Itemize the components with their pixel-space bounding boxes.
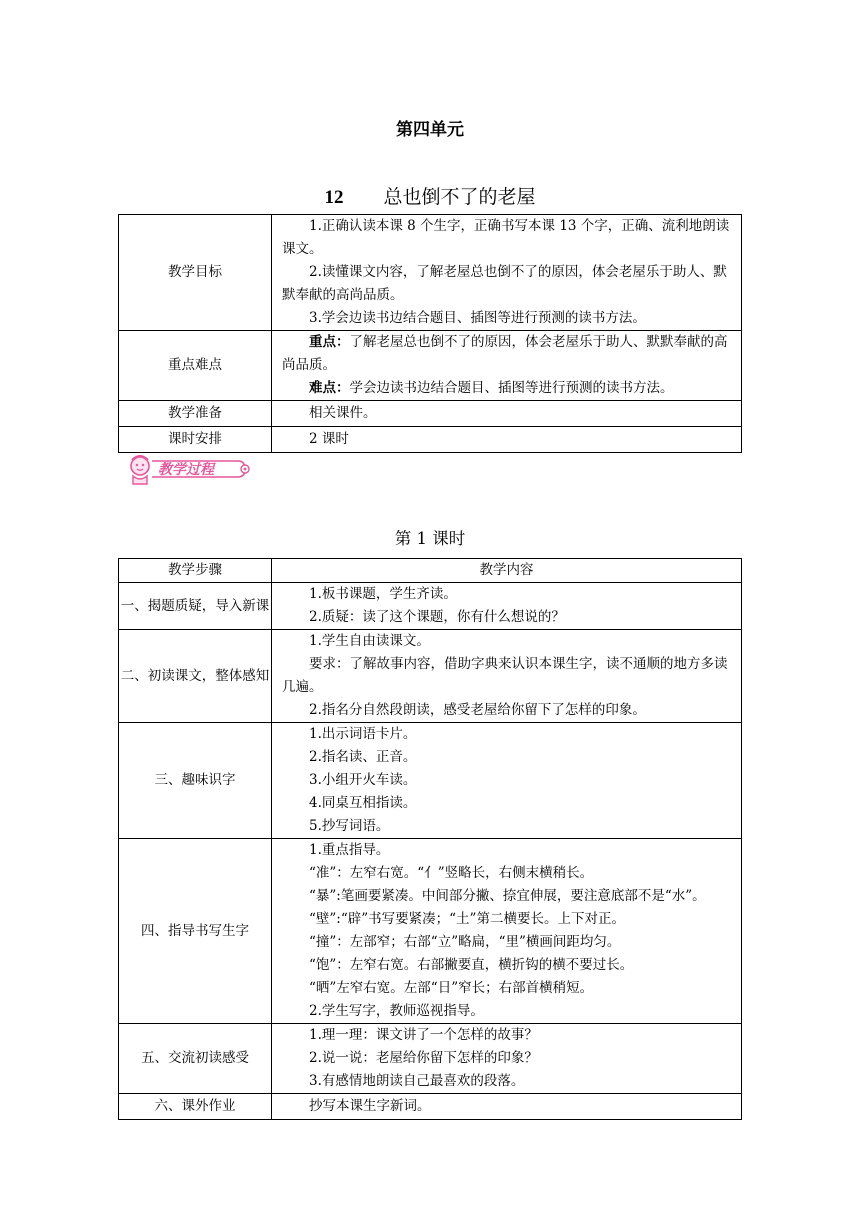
step-line: “饱”：左窄右宽。右部撇要直，横折钩的横不要过长。 (309, 957, 634, 973)
goal-item: 3.学会边读书边结合题目、插图等进行预测的读书方法。 (309, 310, 646, 326)
lesson-name: 总也倒不了的老屋 (383, 186, 536, 208)
col-content-header: 教学内容 (272, 559, 742, 583)
step-line: 2.指名读、正音。 (309, 749, 417, 765)
process-row (119, 630, 742, 723)
prep-row (119, 401, 742, 427)
step-line: 4.同桌互相指读。 (309, 795, 417, 811)
badge-text: 教学过程 (158, 462, 214, 478)
goals-row (119, 215, 742, 331)
process-row (119, 839, 742, 1024)
step-label: 六、课外作业 (119, 1094, 272, 1120)
step-line: 3.小组开火车读。 (309, 772, 417, 788)
key-content (272, 331, 742, 401)
key-label: 重点难点 (119, 331, 272, 401)
lesson-title (0, 182, 860, 209)
schedule-label: 课时安排 (119, 427, 272, 453)
key-row (119, 331, 742, 401)
step-label: 三、趣味识字 (119, 723, 272, 839)
step-line: “壁”:“辟”书写要紧凑；“土”第二横要长。上下对正。 (309, 911, 625, 927)
step-line: “准”：左窄右宽。“亻”竖略长，右侧末横稍长。 (309, 865, 594, 881)
process-table (118, 558, 742, 1120)
goals-label: 教学目标 (119, 215, 272, 331)
step-line: 1.板书课题，学生齐读。 (309, 586, 457, 602)
step-label: 五、交流初读感受 (119, 1024, 272, 1094)
goal-item: 2.读懂课文内容，了解老屋总也倒不了的原因，体会老屋乐于助人、默默奉献的高尚品质。 (282, 264, 727, 303)
difficulty (282, 377, 733, 400)
difficulty-tag: 难点： (309, 380, 350, 396)
step-line: 1.出示词语卡片。 (309, 726, 417, 742)
step-line: 1.理一理：课文讲了一个怎样的故事？ (309, 1027, 538, 1043)
lesson-number: 12 (324, 187, 344, 208)
period-title: 第 1 课时 (394, 529, 466, 548)
process-row (119, 723, 742, 839)
step-line: 2.指名分自然段朗读，感受老屋给你留下了怎样的印象。 (309, 702, 646, 718)
key-point-tag: 重点： (309, 334, 350, 350)
col-step-header: 教学步骤 (119, 559, 272, 583)
step-line: 要求：了解故事内容，借助字典来认识本课生字，读不通顺的地方多读几遍。 (282, 656, 728, 695)
process-header-row (119, 559, 742, 583)
step-line: “暴”:笔画要紧凑。中间部分撇、捺宜伸展，要注意底部不是“水”。 (309, 888, 706, 904)
process-row (119, 1094, 742, 1120)
unit-title: 第四单元 (396, 120, 464, 140)
step-line: 3.有感情地朗读自己最喜欢的段落。 (309, 1073, 525, 1089)
step-label: 二、初读课文，整体感知 (119, 630, 272, 723)
goal-item: 1.正确认读本课 8 个生字，正确书写本课 13 个字，正确、流利地朗读课文。 (282, 218, 730, 257)
step-label: 四、指导书写生字 (119, 839, 272, 1024)
key-point (282, 331, 733, 377)
step-line: “撞”：左部窄；右部“立”略扁，“里”横画间距均匀。 (309, 934, 621, 950)
prep-text: 相关课件。 (309, 405, 377, 421)
step-line: 1.学生自由读课文。 (309, 633, 430, 649)
step-line: 1.重点指导。 (309, 842, 390, 858)
step-label: 一、揭题质疑，导入新课 (119, 583, 272, 630)
step-line: 2.学生写字，教师巡视指导。 (309, 1003, 484, 1019)
difficulty-text: 学会边读书边结合题目、插图等进行预测的读书方法。 (349, 380, 674, 396)
schedule-text: 2 课时 (309, 431, 349, 447)
step-line: 抄写本课生字新词。 (309, 1098, 431, 1114)
goals-content (272, 215, 742, 331)
step-line: “晒”左窄右宽。左部“日”窄长；右部首横稍短。 (309, 980, 594, 996)
schedule-row (119, 427, 742, 453)
step-line: 2.说一说：老屋给你留下怎样的印象？ (309, 1050, 538, 1066)
process-row (119, 583, 742, 630)
prep-label: 教学准备 (119, 401, 272, 427)
overview-table (118, 214, 742, 453)
key-point-text: 了解老屋总也倒不了的原因，体会老屋乐于助人、默默奉献的高尚品质。 (282, 334, 728, 373)
process-row (119, 1024, 742, 1094)
mascot-icon (131, 456, 149, 484)
teaching-process-badge (124, 452, 252, 486)
step-line: 2.质疑：读了这个课题，你有什么想说的？ (309, 609, 565, 625)
step-line: 5.抄写词语。 (309, 818, 390, 834)
